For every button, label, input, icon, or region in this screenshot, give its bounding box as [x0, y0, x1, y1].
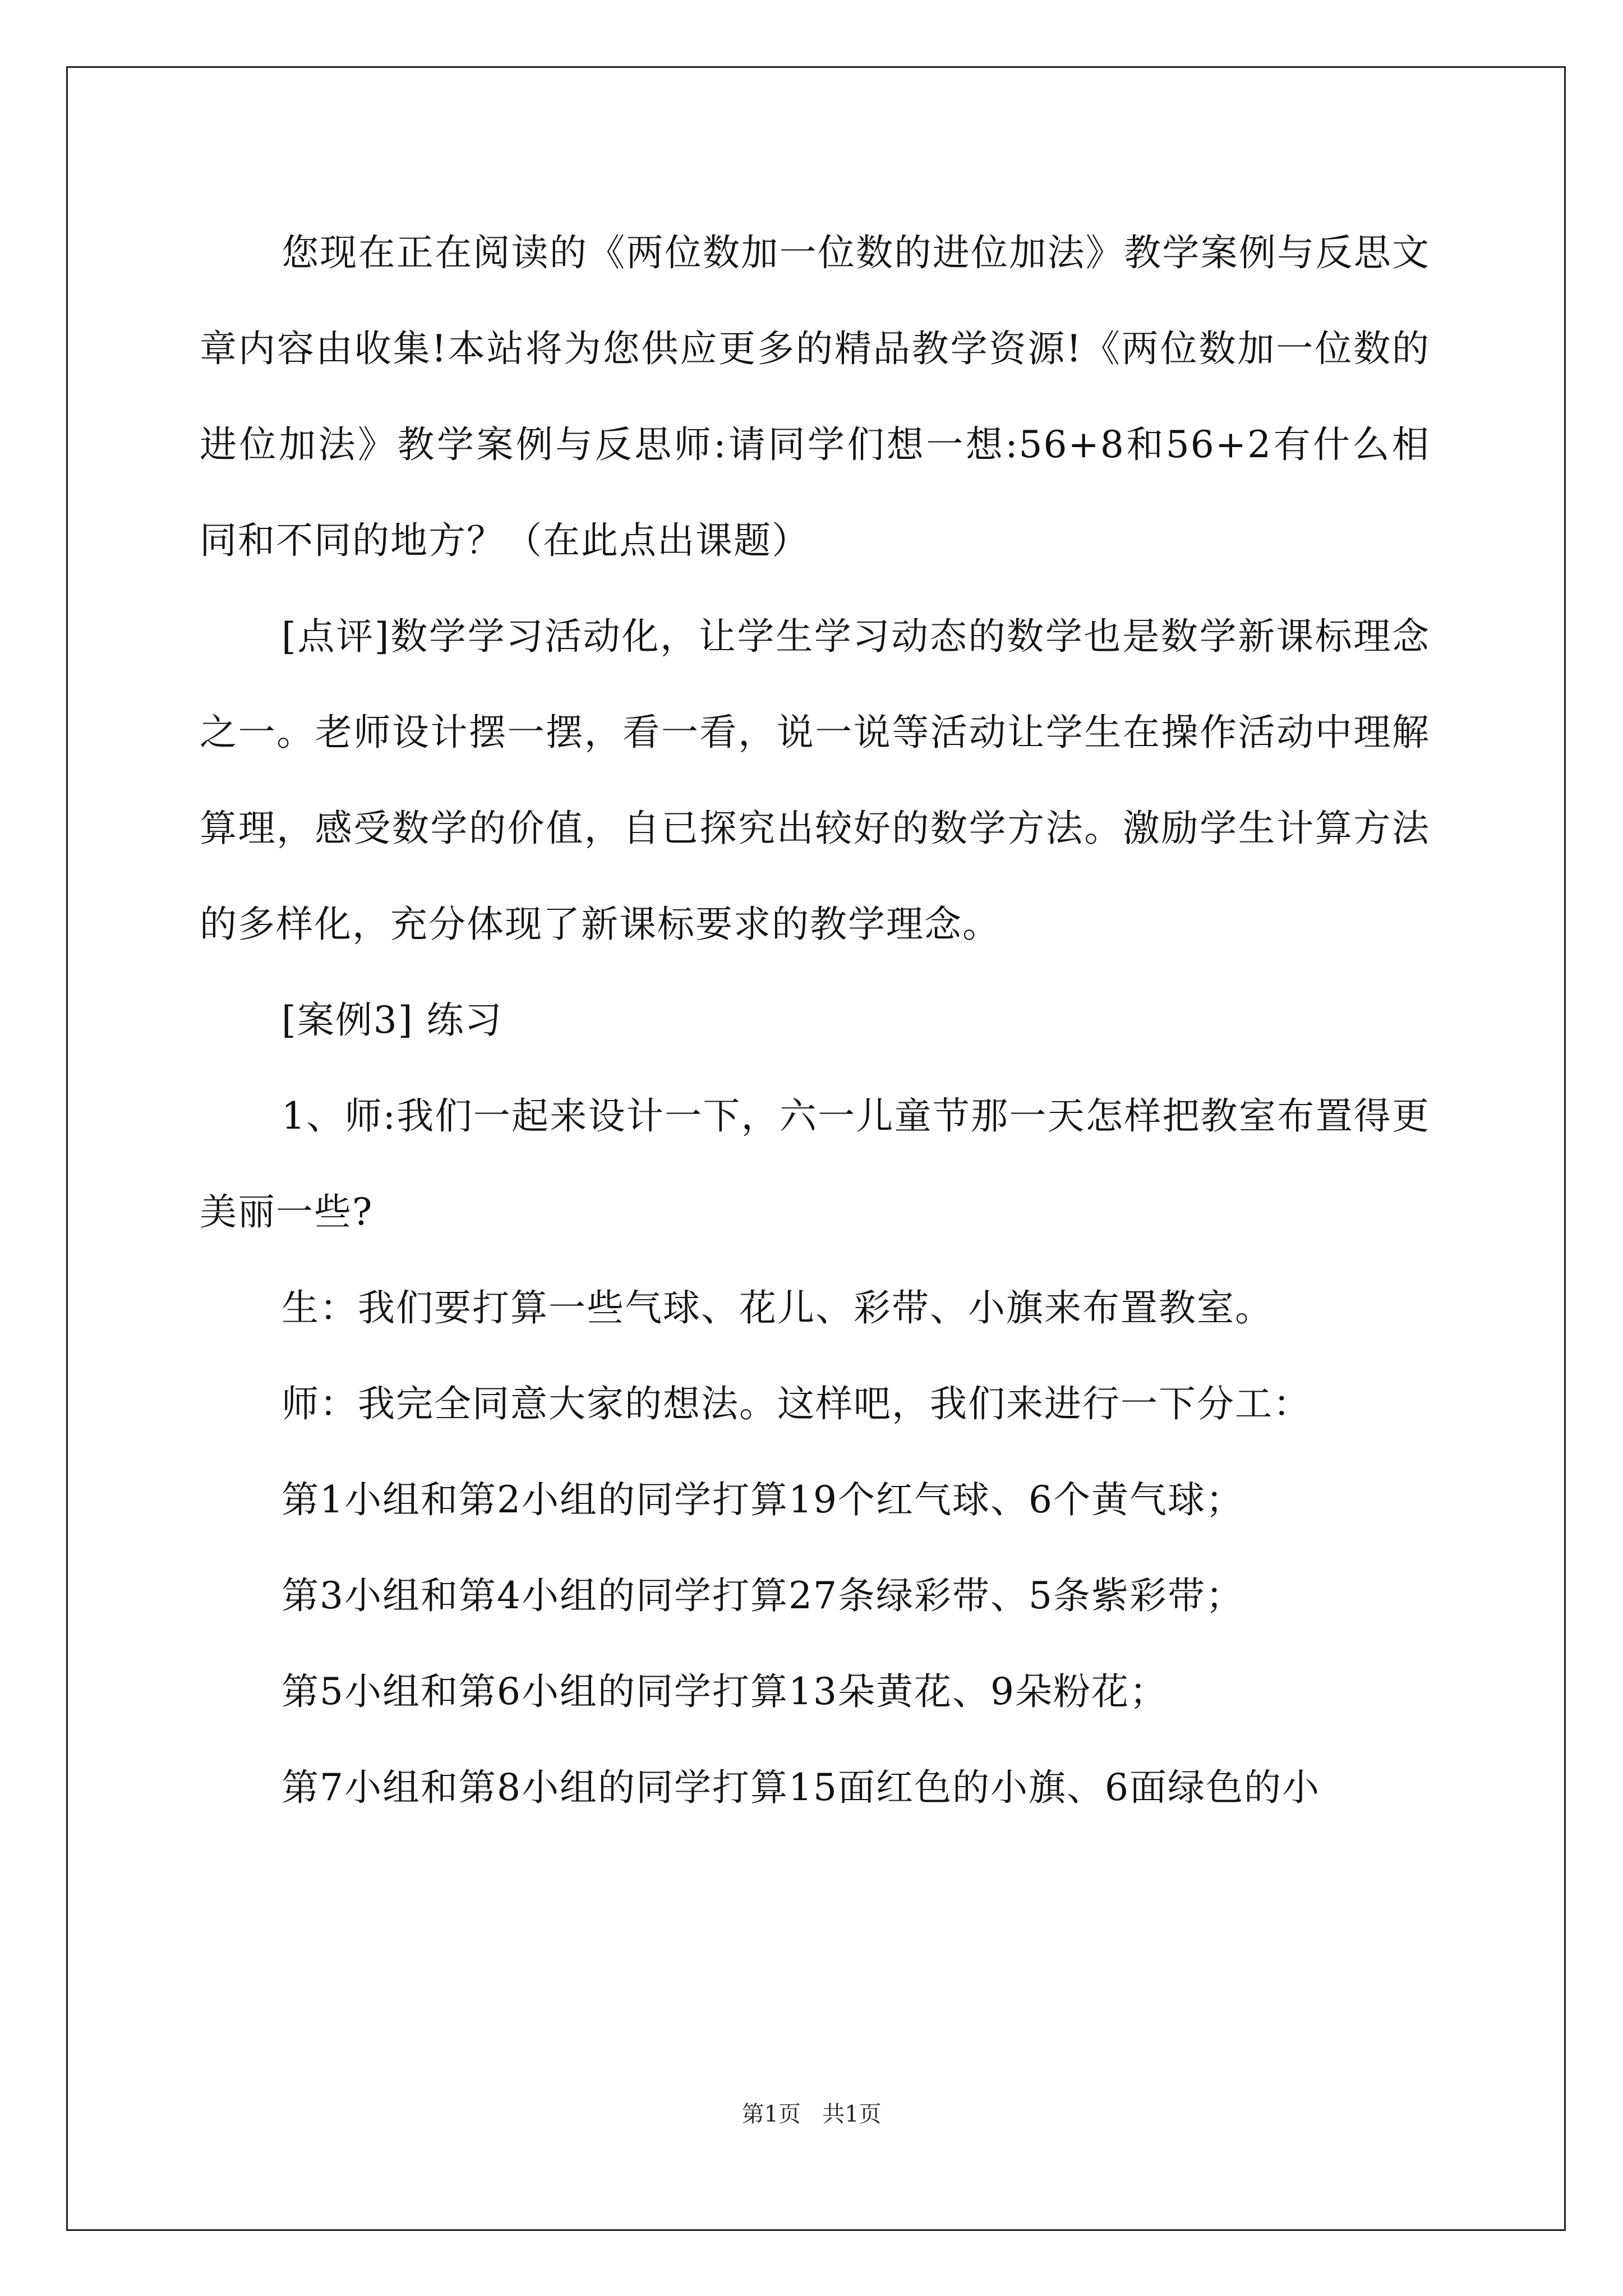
paragraph: 第7小组和第8小组的同学打算15面红色的小旗、6面绿色的小	[282, 1766, 1320, 1809]
total-pages: 共1页	[822, 2101, 882, 2127]
paragraph: [案例3] 练习	[282, 999, 503, 1042]
paragraph: 您现在正在阅读的《两位数加一位数的进位加法》教学案例与反思文章内容由收集!本站将为您供应更多的精品教学资源!《两位数加一位数的进位加法》教学案例与反思师:请同学们想一想:56+8和56+2有什么相同和不同的地方？（在此点出课题）	[200, 231, 1430, 562]
page-footer	[0, 2101, 1623, 2128]
paragraph: [点评]数学学习活动化，让学生学习动态的数学也是数学新课标理念之一。老师设计摆一摆，看一看，说一说等活动让学生在操作活动中理解算理，感受数学的价值，自已探究出较好的数学方法。激励学生计算方法的多样化，充分体现了新课标要求的教学理念。	[200, 615, 1430, 946]
paragraph: 第3小组和第4小组的同学打算27条绿彩带、5条紫彩带；	[282, 1574, 1244, 1617]
paragraph: 1、师:我们一起来设计一下，六一儿童节那一天怎样把教室布置得更美丽一些?	[200, 1094, 1430, 1234]
paragraph: 师：我完全同意大家的想法。这样吧，我们来进行一下分工：	[282, 1382, 1311, 1425]
page-number: 第1页	[741, 2101, 801, 2127]
paragraph: 生：我们要打算一些气球、花儿、彩带、小旗来布置教室。	[282, 1286, 1273, 1329]
paragraph: 第5小组和第6小组的同学打算13朵黄花、9朵粉花；	[282, 1670, 1168, 1713]
document-body	[200, 205, 1430, 1835]
paragraph: 第1小组和第2小组的同学打算19个红气球、6个黄气球；	[282, 1478, 1244, 1521]
